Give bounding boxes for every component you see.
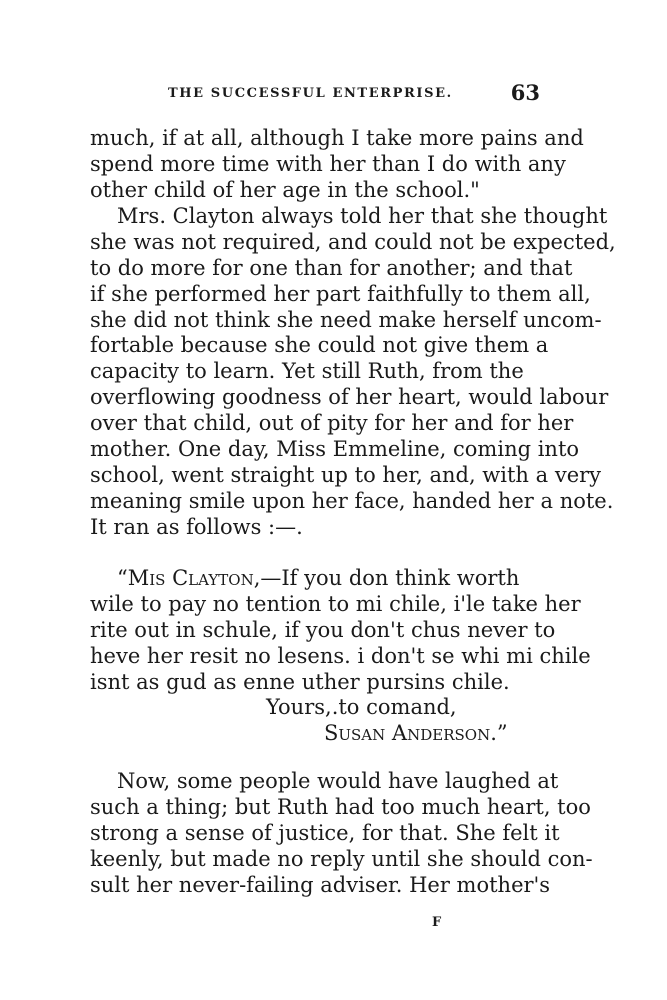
letter-line: rite out in schule, if you don't chus never to <box>90 617 556 642</box>
text-line: over that child, out of pity for her and for her <box>90 411 574 436</box>
text-line: sult her never-failing adviser. Her mother's <box>90 872 551 897</box>
letter-salutation: “Mis Clayton, <box>117 566 261 590</box>
page-number: 63 <box>510 80 540 105</box>
running-title: THE SUCCESSFUL ENTERPRISE. <box>168 86 453 101</box>
letter-signature: Susan Anderson.” <box>324 721 508 746</box>
paragraph-mrs-clayton <box>90 204 616 541</box>
letter-line: heve her resit no lesens. i don't se whi mi chile <box>90 643 591 668</box>
text-line: if she performed her part faithfully to them all, <box>90 281 591 306</box>
text-line: strong a sense of justice, for that. She felt it <box>90 820 560 845</box>
letter-closing: Yours,.to comand, <box>266 695 457 720</box>
text-line: mother. One day, Miss Emmeline, coming into <box>90 437 580 462</box>
text-line: capacity to learn. Yet still Ruth, from the <box>90 359 524 384</box>
text-line: to do more for one than for another; and that <box>90 255 573 280</box>
paragraph-now-some-people <box>90 769 593 898</box>
paragraph-continuation <box>90 126 584 204</box>
signature-mark: F <box>432 915 442 930</box>
text-line: school, went straight up to her, and, with a very <box>90 462 602 487</box>
text-line: such a thing; but Ruth had too much heart, too <box>90 794 591 819</box>
letter-line: wile to pay no tention to mi chile, i'le take her <box>90 591 581 616</box>
text-line: fortable because she could not give them a <box>90 333 549 358</box>
text-line: overflowing goodness of her heart, would labour <box>90 385 609 410</box>
text-line: she did not think she need make herself uncom- <box>90 307 602 332</box>
page-header <box>168 80 540 110</box>
text-line: keenly, but made no reply until she should con- <box>90 846 593 871</box>
letter-salutation-line <box>90 566 540 592</box>
letter-line: —If you don think worth <box>260 566 520 590</box>
text-line: she was not required, and could not be expected, <box>90 229 616 254</box>
text-line: other child of her age in the school." <box>90 177 480 202</box>
text-line: meaning smile upon her face, handed her a note. <box>90 488 614 513</box>
letter-line: isnt as gud as enne uther pursins chile. <box>90 669 510 694</box>
quoted-letter <box>90 566 591 747</box>
text-line: Mrs. Clayton always told her that she thought <box>117 204 608 228</box>
text-line: Now, some people would have laughed at <box>117 769 559 793</box>
text-line: spend more time with her than I do with any <box>90 151 566 176</box>
text-line: much, if at all, although I take more pains and <box>90 126 584 150</box>
text-line: It ran as follows :—. <box>90 514 303 539</box>
